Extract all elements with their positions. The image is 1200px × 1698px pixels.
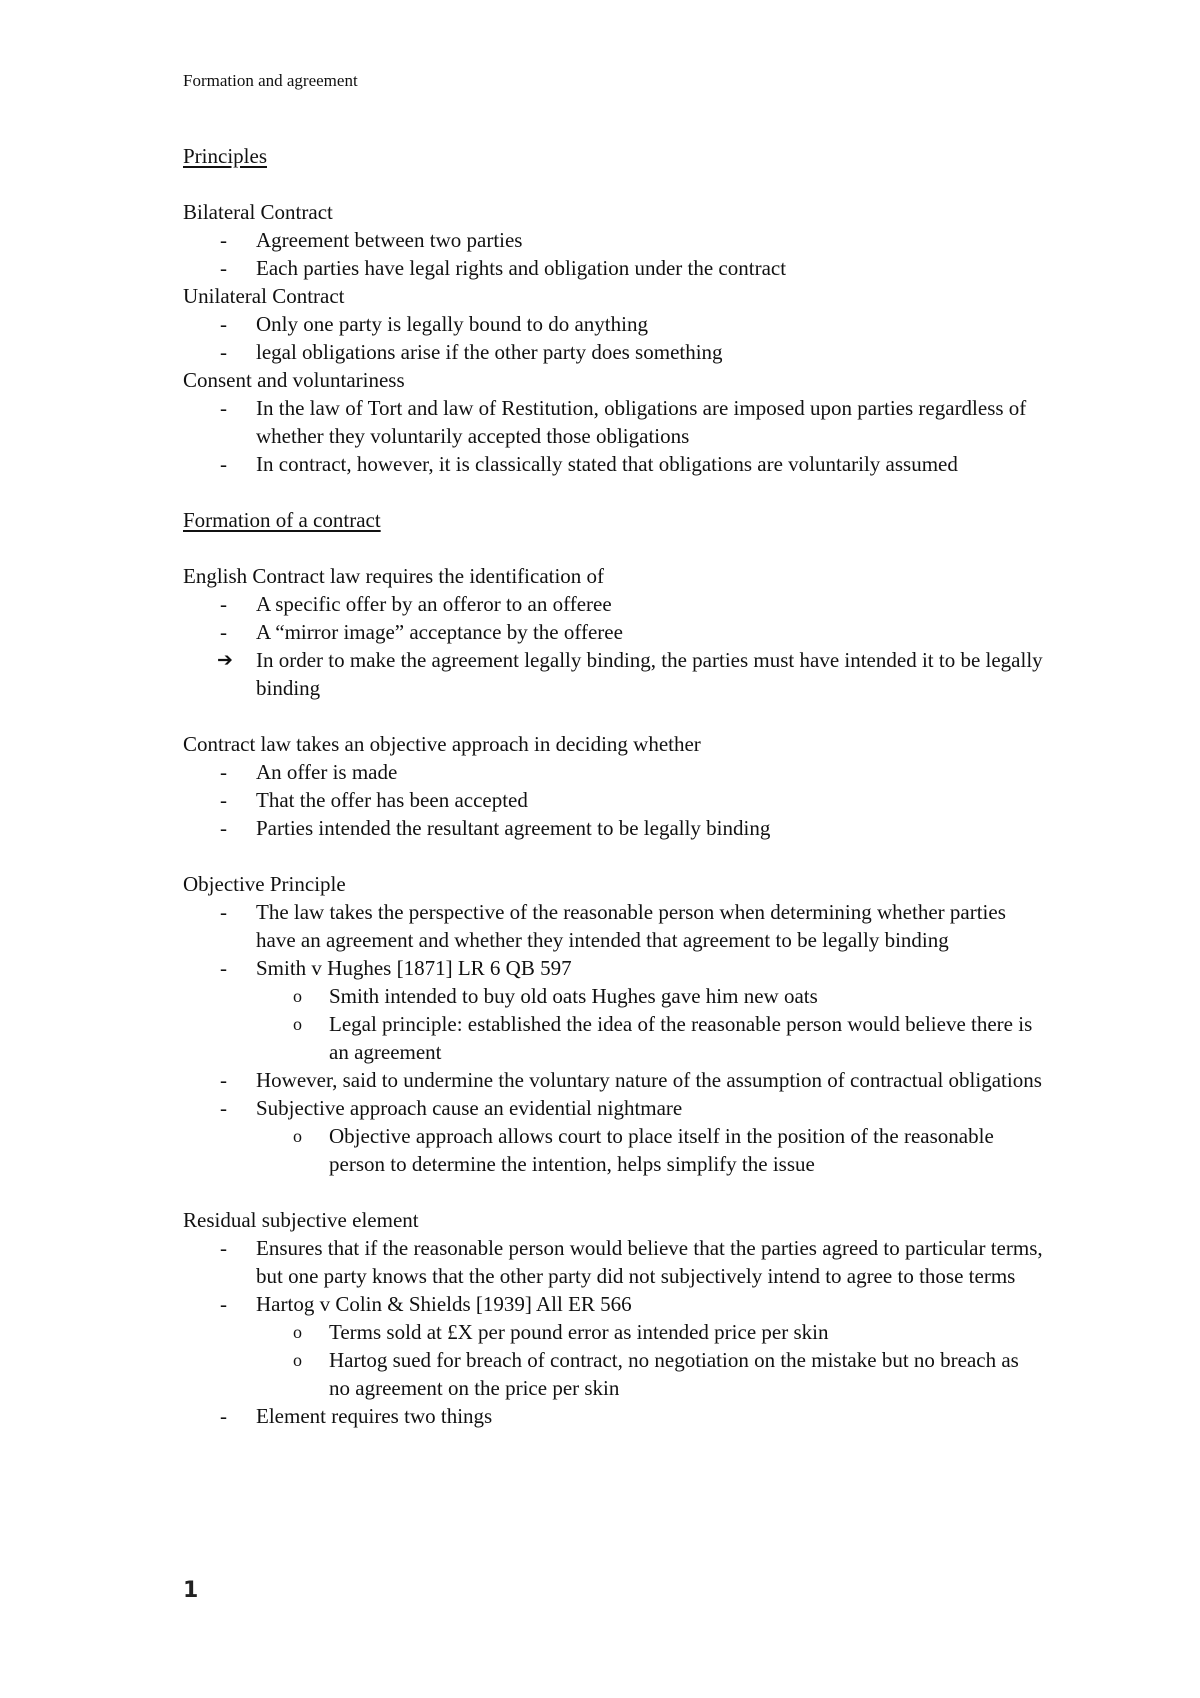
- list-item: - Parties intended the resultant agreement to be legally binding: [220, 816, 771, 840]
- page-number: 1: [183, 1578, 199, 1603]
- list-item: - A “mirror image” acceptance by the offeree: [220, 620, 623, 644]
- sub-list-item: o Legal principle: established the idea of the reasonable person would believe there is an agreement: [293, 1012, 1033, 1064]
- consent-list: [183, 394, 1043, 478]
- bilateral-list: [183, 226, 1043, 282]
- list-item: - Agreement between two parties: [220, 228, 523, 252]
- document-body: [183, 142, 1043, 1430]
- sub-list-item: o Smith intended to buy old oats Hughes gave him new oats: [293, 984, 818, 1008]
- subheading-objective-principle: Objective Principle: [183, 872, 346, 896]
- section-heading-principles: Principles: [183, 144, 267, 168]
- list-item: - That the offer has been accepted: [220, 788, 528, 812]
- list-item: - Only one party is legally bound to do anything: [220, 312, 648, 336]
- sub-list-item: o Hartog sued for breach of contract, no negotiation on the mistake but no breach as no agreement on the price per skin: [293, 1348, 1019, 1400]
- objective-principle-list: [183, 898, 1043, 1178]
- list-item: - A specific offer by an offeror to an offeree: [220, 592, 612, 616]
- list-item-case: - Smith v Hughes [1871] LR 6 QB 597: [220, 956, 572, 980]
- arrow-icon: ➔: [217, 649, 233, 671]
- objective-approach-list: [183, 758, 1043, 842]
- requirements-list: [183, 590, 1043, 702]
- section-heading-formation: Formation of a contract: [183, 508, 381, 532]
- list-item: - legal obligations arise if the other party does something: [220, 340, 723, 364]
- sub-list-item: o Objective approach allows court to place itself in the position of the reasonable person to determine the intention, helps simplify the issue: [293, 1124, 994, 1176]
- subheading-bilateral: Bilateral Contract: [183, 200, 333, 224]
- list-item: - The law takes the perspective of the reasonable person when determining whether parties have an agreement and whether they intended that agreement to be legally binding: [220, 900, 1006, 952]
- subheading-consent: Consent and voluntariness: [183, 368, 405, 392]
- list-item: - An offer is made: [220, 760, 398, 784]
- subheading-unilateral: Unilateral Contract: [183, 284, 345, 308]
- list-item: - In contract, however, it is classically stated that obligations are voluntarily assumed: [220, 452, 958, 476]
- list-item: - In the law of Tort and law of Restitution, obligations are imposed upon parties regardless of whether they voluntarily accepted those obligations: [220, 396, 1027, 448]
- list-item-case: - Hartog v Colin & Shields [1939] All ER 566: [220, 1292, 632, 1316]
- paragraph-objective-approach: Contract law takes an objective approach in deciding whether: [183, 732, 701, 756]
- list-item: - Ensures that if the reasonable person would believe that the parties agreed to particular terms, but one party knows that the other party did not subjectively intend to agree to those terms: [220, 1236, 1043, 1288]
- residual-list: [183, 1234, 1043, 1430]
- list-item: - However, said to undermine the voluntary nature of the assumption of contractual obligations: [220, 1068, 1042, 1092]
- arrow-list-item: ➔ In order to make the agreement legally binding, the parties must have intended it to be legally binding: [217, 648, 1043, 700]
- subheading-residual: Residual subjective element: [183, 1208, 419, 1232]
- sub-list-item: o Terms sold at £X per pound error as intended price per skin: [293, 1320, 829, 1344]
- list-item: - Element requires two things: [220, 1404, 493, 1428]
- paragraph-requirements: English Contract law requires the identification of: [183, 564, 605, 588]
- list-item: - Each parties have legal rights and obligation under the contract: [220, 256, 787, 280]
- unilateral-list: [183, 310, 1043, 366]
- page-header: Formation and agreement: [183, 71, 358, 90]
- list-item: - Subjective approach cause an evidential nightmare: [220, 1096, 683, 1120]
